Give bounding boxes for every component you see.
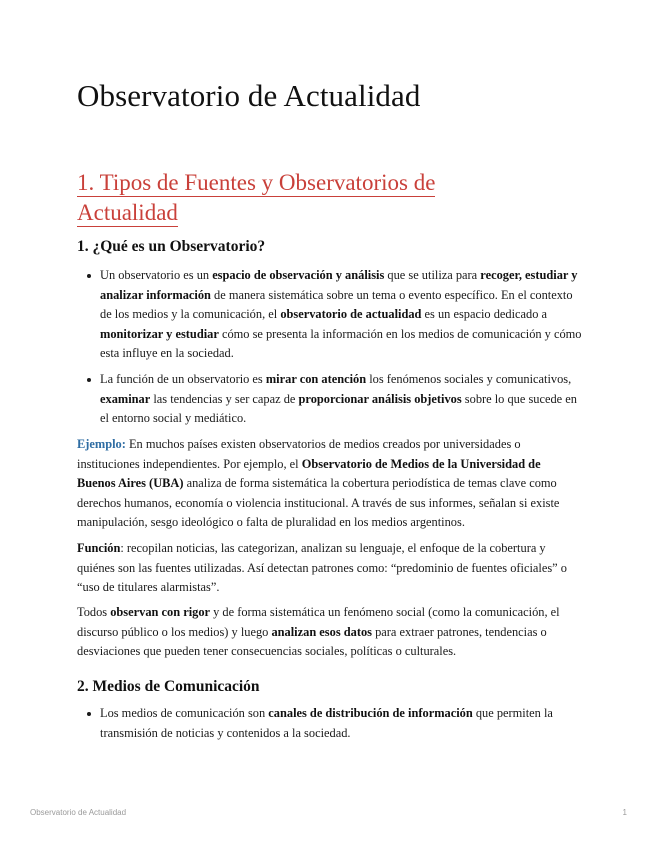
section-heading <box>77 168 497 228</box>
footer-page-number: 1 <box>622 808 627 817</box>
bullet-icon <box>87 274 91 278</box>
list-item: Un observatorio es un espacio de observación y análisis que se utiliza para recoger, estudiar y analizar información de manera sistemática sobre un tema o evento específico. En el contexto de los medios y la comunicación, el observatorio de actualidad es un espacio dedicado a monitorizar y estudiar cómo se presenta la información en los medios de comunicación y cómo esta influye en la sociedad. <box>77 266 582 364</box>
subheading-medios-comunicacion: 2. Medios de Comunicación <box>77 678 260 695</box>
list-item: Los medios de comunicación son canales de distribución de información que permiten la transmisión de noticias y contenidos a la sociedad. <box>77 704 582 743</box>
list-item: La función de un observatorio es mirar con atención los fenómenos sociales y comunicativos, examinar las tendencias y ser capaz de proporcionar análisis objetivos sobre lo que sucede en el entorno social y mediático. <box>77 370 582 429</box>
section-heading-line-2: Actualidad <box>77 200 178 225</box>
document-title: Observatorio de Actualidad <box>77 78 421 113</box>
section-heading-line-1: 1. Tipos de Fuentes y Observatorios de <box>77 170 436 195</box>
funcion-bullet-list <box>77 370 582 429</box>
subheading-que-es-observatorio: 1. ¿Qué es un Observatorio? <box>77 238 266 255</box>
funcion-paragraph: Función: recopilan noticias, las categorizan, analizan su lenguaje, el enfoque de la cobertura y quiénes son las fuentes utilizadas. Así detectan patrones como: “predominio de fuentes oficiales” o “uso de titulares alarmistas”. <box>77 541 567 595</box>
example-paragraph: Ejemplo: En muchos países existen observatorios de medios creados por universidades o instituciones independientes. Por ejemplo, el Observatorio de Medios de la Universidad de Buenos Aires (UBA) analiza de forma sistemática la cobertura periodística de temas clave como derechos humanos, economía o violencia institucional. A través de sus informes, señalan si existe manipulación, sesgo ideológico o falta de pluralidad en los medios argentinos. <box>77 437 560 530</box>
observatorio-bullet-list <box>77 266 582 364</box>
bullet-icon <box>87 712 91 716</box>
bullet-icon <box>87 378 91 382</box>
example-label: Ejemplo: <box>77 437 126 451</box>
todos-paragraph: Todos observan con rigor y de forma sistemática un fenómeno social (como la comunicación, el discurso público o los medios) y luego analizan esos datos para extraer patrones, tendencias o desviaciones que pueden tener consecuencias sociales, políticas o culturales. <box>77 605 560 659</box>
footer-document-title: Observatorio de Actualidad <box>30 808 127 817</box>
medios-bullet-list <box>77 704 582 743</box>
